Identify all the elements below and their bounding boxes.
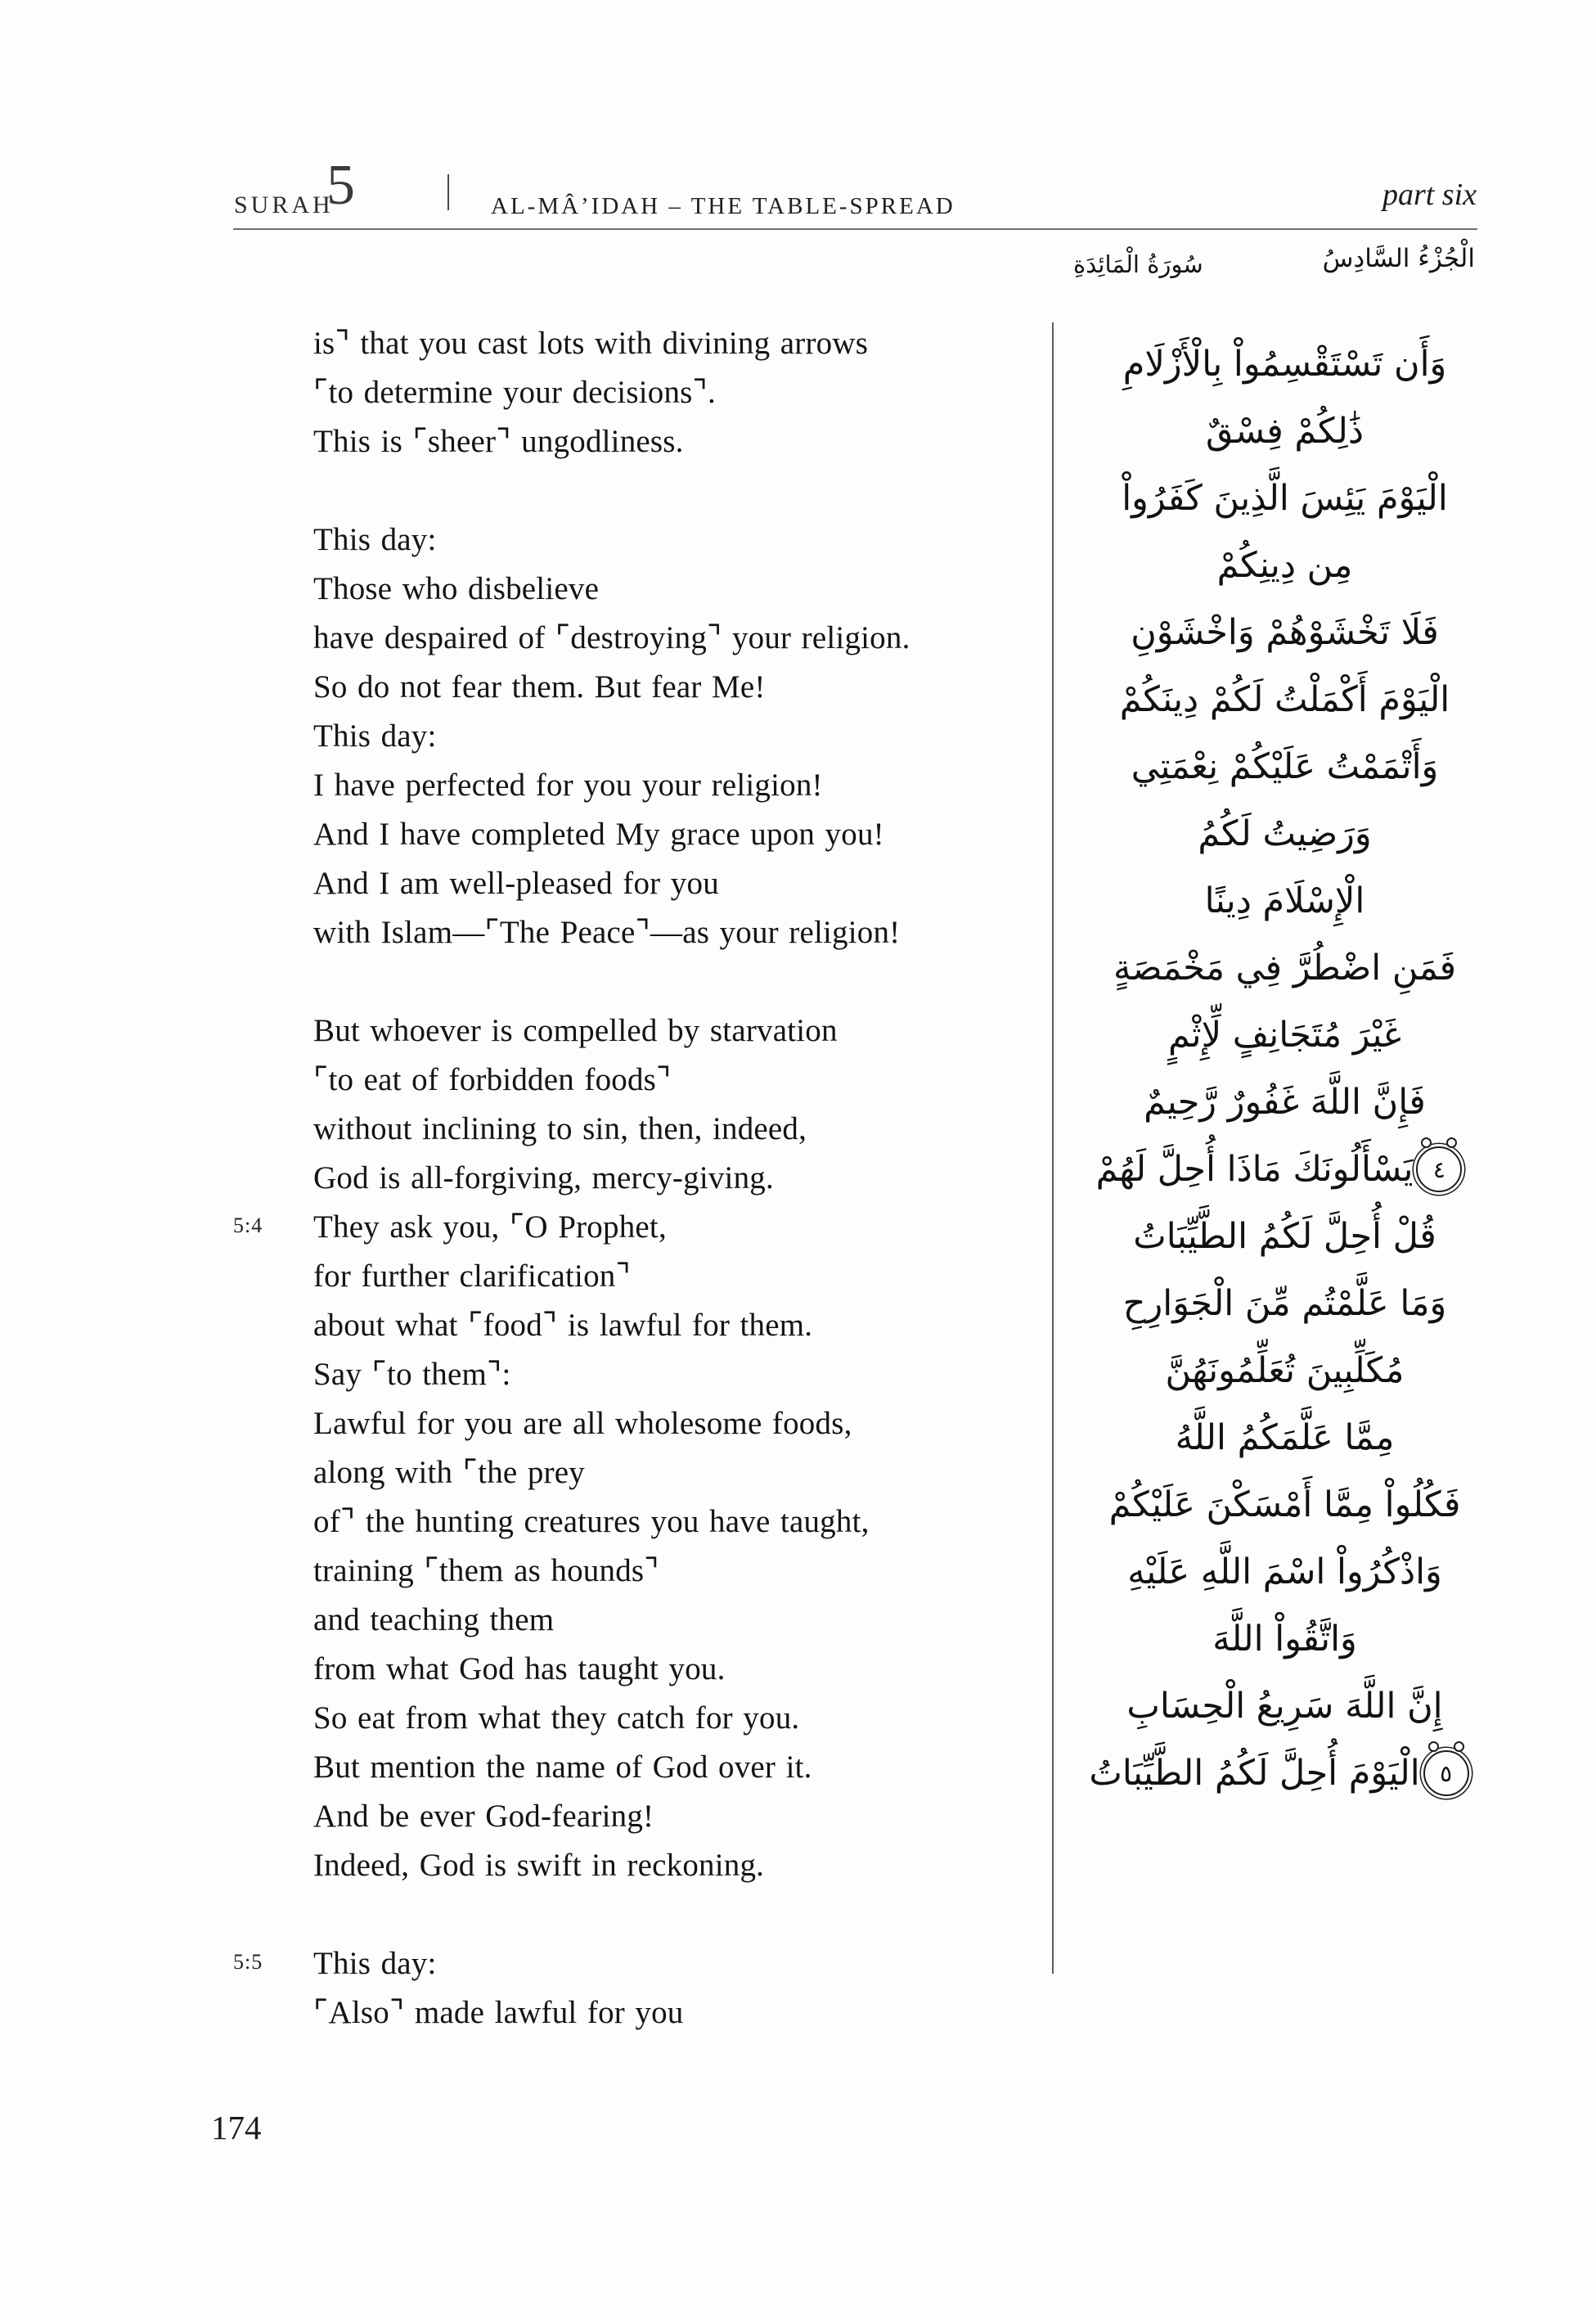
ayah-marker-ornament <box>1423 1750 1469 1796</box>
translation-row <box>233 419 1043 468</box>
translation-line: about what ⌜food⌝ is lawful for them. <box>313 1308 813 1343</box>
arabic-line: وَمَا عَلَّمْتُم مِّنَ الْجَوَارِحِ <box>1122 1282 1447 1324</box>
translation-line: Lawful for you are all wholesome foods, <box>313 1406 852 1441</box>
translation-line: Indeed, God is swift in reckoning. <box>313 1848 765 1883</box>
translation-line: is⌝ that you cast lots with divining arrows <box>313 326 869 361</box>
translation-line: ⌜Also⌝ made lawful for you <box>313 1995 684 2030</box>
arabic-row <box>1062 733 1508 800</box>
translation-column <box>233 321 1043 2039</box>
translation-line: for further clarification⌝ <box>313 1259 631 1294</box>
translation-line: ⌜to eat of forbidden foods⌝ <box>313 1062 672 1097</box>
arabic-line: يَسْأَلُونَكَ مَاذَا أُحِلَّ لَهُمْ <box>1095 1148 1414 1190</box>
translation-line: So do not fear them. But fear Me! <box>313 669 766 705</box>
translation-row <box>233 1254 1043 1303</box>
translation-row <box>233 517 1043 566</box>
arabic-row <box>1062 800 1508 867</box>
translation-row <box>233 1057 1043 1106</box>
surah-title: AL-MÂ’IDAH – THE TABLE-SPREAD <box>491 193 955 219</box>
arabic-row <box>1062 1002 1508 1069</box>
translation-row <box>233 910 1043 959</box>
header-separator-bar <box>447 174 449 210</box>
translation-blank-row <box>233 468 1043 517</box>
translation-row <box>233 1450 1043 1499</box>
arabic-line: الْيَوْمَ يَئِسَ الَّذِينَ كَفَرُواْ <box>1122 477 1448 519</box>
translation-line: And be ever God-fearing! <box>313 1799 654 1834</box>
translation-line: of⌝ the hunting creatures you have taught, <box>313 1504 870 1539</box>
translation-line: Those who disbelieve <box>313 571 600 606</box>
arabic-row <box>1062 331 1508 398</box>
translation-line: training ⌜them as hounds⌝ <box>313 1553 659 1588</box>
translation-row <box>233 1548 1043 1597</box>
arabic-row <box>1062 1270 1508 1337</box>
translation-line: But mention the name of God over it. <box>313 1749 812 1785</box>
translation-row <box>233 1401 1043 1450</box>
arabic-line: وَاذْكُرُواْ اسْمَ اللَّهِ عَلَيْهِ <box>1127 1551 1442 1592</box>
arabic-line: الْإِسْلَامَ دِينًا <box>1204 880 1365 921</box>
verse-number: 5:4 <box>233 1214 263 1237</box>
surah-label: SURAH <box>234 191 334 218</box>
arabic-line: وَرَضِيتُ لَكُمُ <box>1198 813 1372 854</box>
translation-line: So eat from what they catch for you. <box>313 1700 800 1736</box>
translation-row <box>233 1597 1043 1646</box>
arabic-line: إِنَّ اللَّهَ سَرِيعُ الْحِسَابِ <box>1126 1685 1443 1727</box>
arabic-row <box>1062 599 1508 666</box>
arabic-row <box>1062 1069 1508 1136</box>
arabic-line: فَمَنِ اضْطُرَّ فِي مَخْمَصَةٍ <box>1113 947 1456 988</box>
translation-line: have despaired of ⌜destroying⌝ your religion. <box>313 620 910 655</box>
arabic-line: وَأَتْمَمْتُ عَلَيْكُمْ نِعْمَتِي <box>1131 745 1439 787</box>
arabic-line: فَإِنَّ اللَّهَ غَفُورٌ رَّحِيمٌ <box>1144 1081 1426 1123</box>
translation-row <box>233 1008 1043 1057</box>
translation-row <box>233 1303 1043 1352</box>
translation-row <box>233 664 1043 714</box>
arabic-line: فَلَا تَخْشَوْهُمْ وَاخْشَوْنِ <box>1131 611 1439 653</box>
translation-line: Say ⌜to them⌝: <box>313 1357 511 1392</box>
arabic-line: مُكَلِّبِينَ تُعَلِّمُونَهُنَّ <box>1165 1349 1405 1391</box>
translation-line: And I am well-pleased for you <box>313 866 719 901</box>
arabic-row <box>1062 1136 1508 1203</box>
translation-row <box>233 1990 1043 2039</box>
translation-line: This day: <box>313 522 437 557</box>
translation-row <box>233 861 1043 910</box>
translation-line: This day: <box>313 1946 437 1981</box>
page-number: 174 <box>211 2109 262 2146</box>
translation-line: And I have completed My grace upon you! <box>313 817 884 852</box>
ayah-marker-number: ٥ <box>1440 1759 1453 1787</box>
arabic-row <box>1062 666 1508 733</box>
arabic-row <box>1062 1605 1508 1673</box>
translation-row <box>233 812 1043 861</box>
translation-line: ⌜to determine your decisions⌝. <box>313 375 716 410</box>
arabic-row <box>1062 532 1508 599</box>
arabic-line: غَيْرَ مُتَجَانِفٍ لِّإِثْمٍ <box>1168 1014 1401 1056</box>
part-label: part six <box>1382 178 1477 212</box>
arabic-row <box>1062 1673 1508 1740</box>
translation-line: from what God has taught you. <box>313 1651 726 1686</box>
translation-row <box>233 1106 1043 1155</box>
arabic-row <box>1062 867 1508 934</box>
translation-row <box>233 1352 1043 1401</box>
translation-row <box>233 1941 1043 1990</box>
translation-line: I have perfected for you your religion! <box>313 768 823 803</box>
translation-line: with Islam—⌜The Peace⌝—as your religion! <box>313 915 901 950</box>
translation-line: This day: <box>313 718 437 754</box>
translation-row <box>233 566 1043 615</box>
arabic-column <box>1062 331 1508 1807</box>
translation-blank-row <box>233 959 1043 1008</box>
arabic-line: وَاتَّقُواْ اللَّهَ <box>1212 1618 1357 1659</box>
translation-row <box>233 1646 1043 1695</box>
translation-row <box>233 1843 1043 1892</box>
translation-line: and teaching them <box>313 1602 555 1637</box>
arabic-row <box>1062 1471 1508 1538</box>
surah-number: 5 <box>326 154 355 217</box>
arabic-surah-name: سُورَةُ الْمَائِدَةِ <box>1073 250 1203 278</box>
translation-line: But whoever is compelled by starvation <box>313 1013 838 1048</box>
translation-line: God is all-forgiving, mercy-giving. <box>313 1160 774 1196</box>
arabic-row <box>1062 1337 1508 1404</box>
translation-row <box>233 321 1043 370</box>
translation-line: along with ⌜the prey <box>313 1455 585 1490</box>
verse-number: 5:5 <box>233 1950 263 1974</box>
translation-row <box>233 615 1043 664</box>
arabic-row <box>1062 1740 1508 1807</box>
translation-row <box>233 1205 1043 1254</box>
ayah-marker-ornament <box>1416 1146 1462 1192</box>
translation-line: This is ⌜sheer⌝ ungodliness. <box>313 424 684 459</box>
arabic-row <box>1062 465 1508 532</box>
arabic-juz-name: الْجُزْءُ السَّادِسُ <box>1322 244 1475 273</box>
translation-row <box>233 1745 1043 1794</box>
ayah-marker-number: ٤ <box>1432 1155 1445 1183</box>
translation-row <box>233 1794 1043 1843</box>
arabic-line: فَكُلُواْ مِمَّا أَمْسَكْنَ عَلَيْكُمْ <box>1108 1484 1461 1525</box>
arabic-line: الْيَوْمَ أُحِلَّ لَكُمُ الطَّيِّبَاتُ <box>1089 1752 1420 1794</box>
header-rule <box>233 228 1477 230</box>
translation-line: They ask you, ⌜O Prophet, <box>313 1209 667 1245</box>
arabic-row <box>1062 1404 1508 1471</box>
translation-row <box>233 714 1043 763</box>
arabic-line: وَأَن تَسْتَقْسِمُواْ بِالْأَزْلَامِ <box>1122 343 1447 385</box>
arabic-row <box>1062 1203 1508 1270</box>
arabic-row <box>1062 398 1508 465</box>
arabic-line: مِمَّا عَلَّمَكُمُ اللَّهُ <box>1175 1416 1395 1458</box>
translation-row <box>233 1155 1043 1205</box>
arabic-row <box>1062 934 1508 1002</box>
arabic-line: مِن دِينِكُمْ <box>1216 544 1353 586</box>
translation-row <box>233 1695 1043 1745</box>
column-divider-rule <box>1052 322 1054 1974</box>
arabic-line: الْيَوْمَ أَكْمَلْتُ لَكُمْ دِينَكُمْ <box>1119 678 1450 720</box>
translation-line: without inclining to sin, then, indeed, <box>313 1111 807 1146</box>
arabic-line: قُلْ أُحِلَّ لَكُمُ الطَّيِّبَاتُ <box>1133 1215 1436 1257</box>
arabic-line: ذَٰلِكُمْ فِسْقٌ <box>1205 410 1364 452</box>
translation-blank-row <box>233 1892 1043 1941</box>
translation-row <box>233 763 1043 812</box>
arabic-row <box>1062 1538 1508 1605</box>
translation-row <box>233 1499 1043 1548</box>
translation-row <box>233 370 1043 419</box>
